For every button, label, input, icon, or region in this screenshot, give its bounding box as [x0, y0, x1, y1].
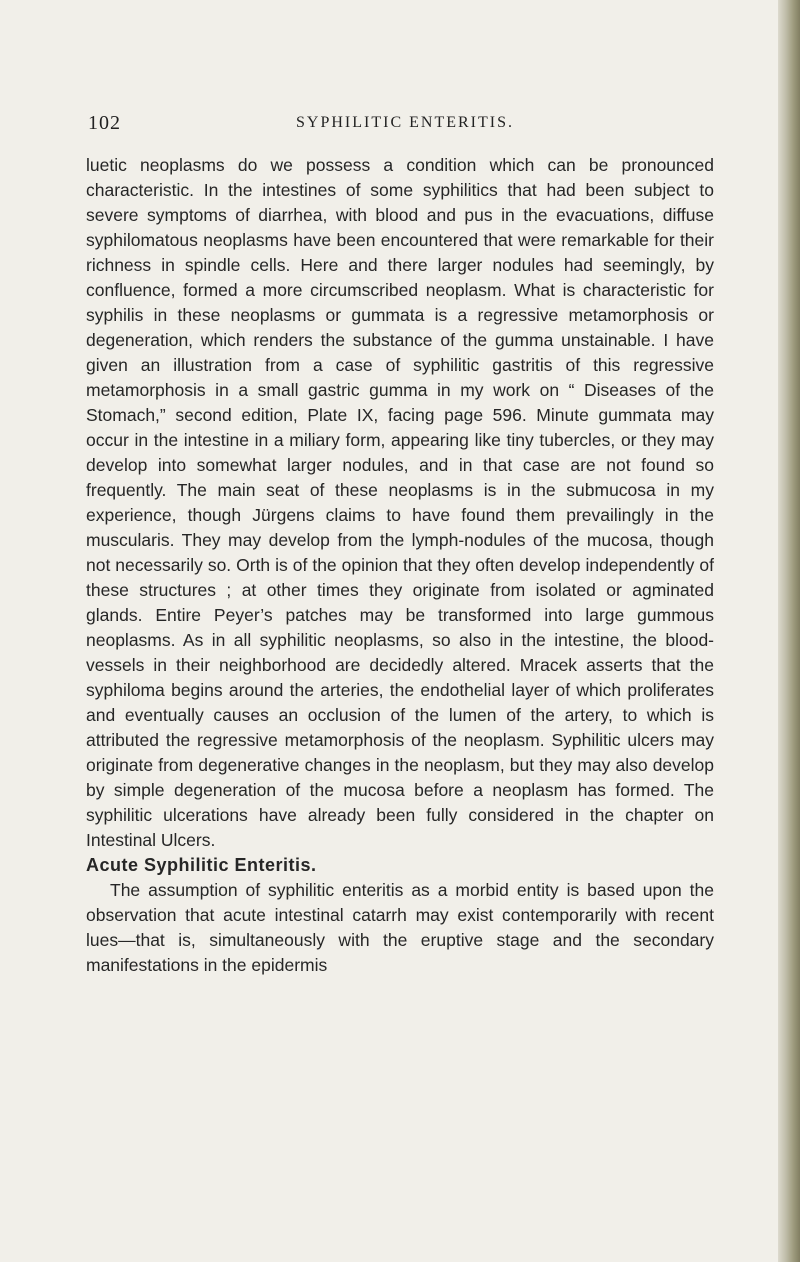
paragraph-2: The assumption of syphilitic enteritis as a morbid entity is based upon the observation that acute intestinal catarrh may exist contemporarily with recent lues—that is, simultaneously with the eruptive stage and the secondary manifestations in the epidermis	[86, 880, 714, 975]
page-header	[88, 112, 722, 142]
paragraph-1: luetic neoplasms do we possess a condition which can be pronounced characteristic. In the intestines of some syphilitics that had been subject to severe symptoms of diarrhea, with blood and pus in the evacuations, diffuse syphilomatous neoplasms have been encountered that were remarkable for their richness in spindle cells. Here and there larger nodules had seemingly, by confluence, formed a more circumscribed neoplasm. What is characteristic for syphilis in these neoplasms or gummata is a regressive metamorphosis or degeneration, which renders the substance of the gumma unstainable. I have given an illustration from a case of syphilitic gastritis of this regressive metamorphosis in a small gastric gumma in my work on “ Diseases of the Stomach,” second edition, Plate IX, facing page 596. Minute gummata may occur in the intestine in a miliary form, appearing like tiny tubercles, or they may develop into somewhat larger nodules, and in that case are not found so frequently. The main seat of these neoplasms is in the submucosa in my experience, though Jürgens claims to have found them prevailingly in the muscularis. They may develop from the lymph-nodules of the mucosa, though not necessarily so. Orth is of the opinion that they often develop independently of these structures ; at other times they originate from isolated or agminated glands. Entire Peyer’s patches may be transformed into large gummous neoplasms. As in all syphilitic neoplasms, so also in the intestine, the blood-vessels in their neighborhood are decidedly altered. Mracek asserts that the syphiloma begins around the arteries, the endothelial layer of which proliferates and eventually causes an occlusion of the lumen of the artery, to which is attributed the regressive metamorphosis of the neoplasm. Syphilitic ulcers may originate from degenerative changes in the neoplasm, but they may also develop by simple degeneration of the mucosa before a neoplasm has formed. The syphilitic ulcerations have already been fully considered in the chapter on Intestinal Ulcers.	[86, 155, 714, 850]
page-number: 102	[88, 112, 121, 134]
section-heading: Acute Syphilitic Enteritis.	[86, 855, 317, 875]
running-title: SYPHILITIC ENTERITIS.	[296, 114, 514, 131]
page-edge-shadow	[778, 0, 800, 1262]
body-text	[86, 153, 714, 978]
